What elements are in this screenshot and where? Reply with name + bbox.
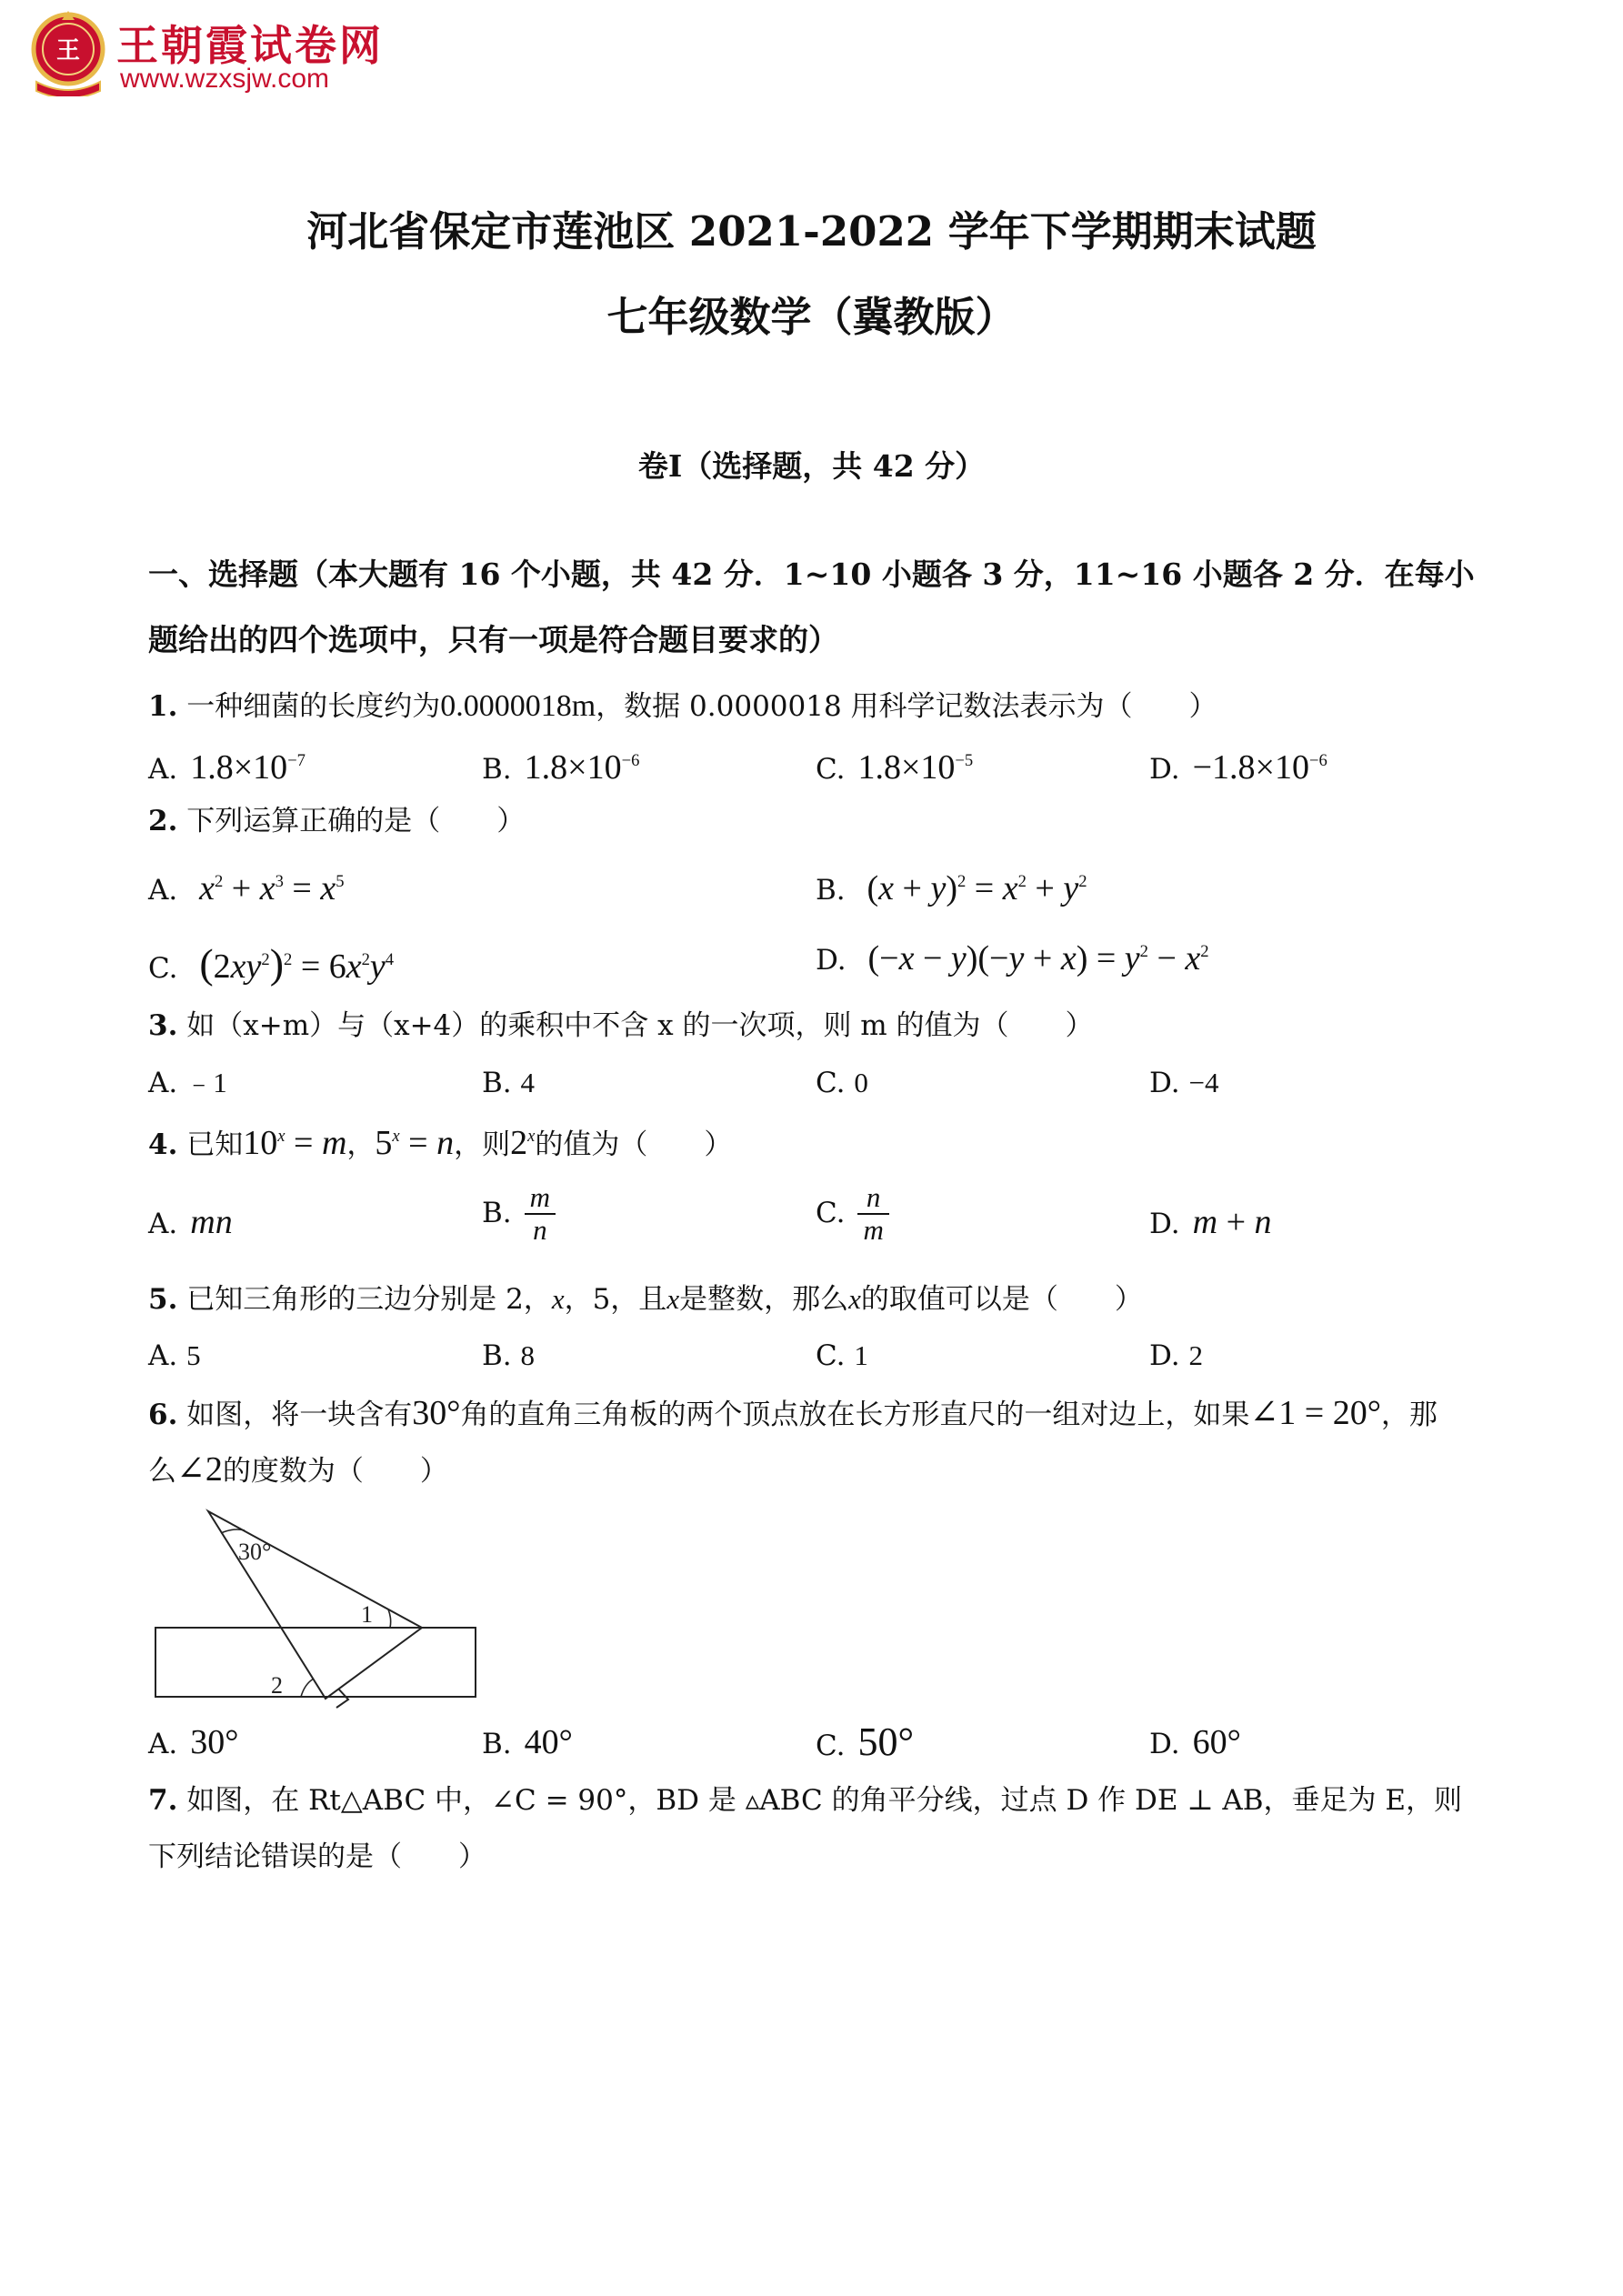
- q2-option-a[interactable]: A. $x^2 + x^3 = x^5$: [148, 869, 345, 907]
- q4-option-d[interactable]: D. m + n: [1149, 1203, 1272, 1241]
- right-angle-mark: [336, 1689, 348, 1708]
- q1-option-b[interactable]: B. $1.8\times 10^{-6}$: [482, 748, 640, 787]
- q6-option-c[interactable]: C. 50°: [816, 1719, 915, 1764]
- q3-option-a[interactable]: A. ﹣1: [148, 1067, 227, 1099]
- angle-2-label: 2: [271, 1672, 283, 1699]
- emblem-icon: [27, 11, 109, 96]
- brand-name: 王朝霞试卷网: [116, 21, 384, 70]
- question-number: 1.: [148, 690, 178, 723]
- section-intro-line2: 题给出的四个选项中，只有一项是符合题目要求的）: [148, 622, 838, 657]
- q1-option-c[interactable]: C. $1.8\times 10^{-5}$: [816, 748, 974, 787]
- angle-1-label: 1: [361, 1601, 373, 1628]
- site-logo: [27, 7, 436, 107]
- angle-1-arc: [388, 1609, 391, 1628]
- question-2-stem: 2. 下列运算正确的是（ ）: [148, 805, 526, 837]
- exam-subtitle: 七年级数学（冀教版）: [606, 293, 1017, 341]
- triangle-ruler-figure: [150, 1491, 486, 1709]
- q4-option-b[interactable]: B. $\frac{m}{n}$: [482, 1182, 556, 1246]
- q2-option-b[interactable]: B. $(x + y)^2 = x^2 + y^2$: [816, 869, 1087, 907]
- q4-option-c[interactable]: C. $\frac{n}{m}$: [816, 1182, 889, 1246]
- ruler-rectangle: [155, 1628, 476, 1697]
- angle-2-arc: [301, 1679, 314, 1697]
- brand-url: www.wzxsjw.com: [120, 64, 330, 94]
- question-6-stem-line1: 6. 如图，将一块含有30°角的直角三角板的两个顶点放在长方形直尺的一组对边上，如果∠1 = 20°，那: [148, 1394, 1438, 1432]
- q5-option-d[interactable]: D. 2: [1149, 1339, 1203, 1372]
- q3-option-d[interactable]: D. −4: [1149, 1067, 1219, 1099]
- q1-option-d[interactable]: D. $-1.8\times 10^{-6}$: [1149, 748, 1327, 787]
- question-1-stem: 1. 一种细菌的长度约为0.0000018m，数据 0.0000018 用科学记数法表示为（ ）: [148, 689, 1217, 723]
- q6-option-b[interactable]: B. 40°: [482, 1723, 573, 1761]
- section-title: 卷Ⅰ（选择题，共 42 分）: [637, 448, 986, 484]
- question-3-stem: 3. 如（x+m）与（x+4）的乘积中不含 x 的一次项，则 m 的值为（ ）: [148, 1009, 1094, 1042]
- q6-option-d[interactable]: D. 60°: [1149, 1723, 1241, 1761]
- section-intro-line1: 一、选择题（本大题有 16 个小题，共 42 分．1~10 小题各 3 分，11~16 小题各 2 分．在每小: [148, 556, 1475, 592]
- question-7-stem-line2: 下列结论错误的是（ ）: [148, 1840, 486, 1873]
- q2-option-d[interactable]: D. $(-x - y)(-y + x) = y^2 - x^2$: [816, 939, 1209, 978]
- q3-option-c[interactable]: C. 0: [816, 1067, 868, 1099]
- q1-option-a[interactable]: A. $1.8\times 10^{-7}$: [148, 748, 306, 787]
- exam-title: 河北省保定市莲池区 2021-2022 学年下学期期末试题: [306, 207, 1317, 256]
- q6-option-a[interactable]: A. 30°: [148, 1723, 239, 1761]
- q5-option-b[interactable]: B. 8: [482, 1339, 535, 1372]
- q5-option-c[interactable]: C. 1: [816, 1339, 868, 1372]
- question-7-stem-line1: 7. 如图，在 Rt△ABC 中，∠C = 90°，BD 是 ▵ABC 的角平分线，过点 D 作 DE ⊥ AB，垂足为 E，则: [148, 1784, 1462, 1817]
- q3-option-b[interactable]: B. 4: [482, 1067, 535, 1099]
- q2-option-c[interactable]: C. $(2xy^2)^2 = 6x^2y^4$: [148, 940, 395, 987]
- q5-option-a[interactable]: A. 5: [148, 1339, 201, 1372]
- question-5-stem: 5. 已知三角形的三边分别是 2，x，5，且x是整数，那么x的取值可以是（ ）: [148, 1283, 1143, 1316]
- question-4-stem: 4. 已知$10^x = m$，$5^x = n$，则2$^x$的值为（ ）: [148, 1124, 733, 1162]
- angle-30-arc: [221, 1529, 245, 1533]
- angle-30-label: 30°: [238, 1539, 272, 1565]
- svg-text:王: 王: [55, 37, 81, 65]
- question-6-stem-line2: 么∠2的度数为（ ）: [148, 1450, 448, 1489]
- q4-option-a[interactable]: A. mn: [148, 1203, 233, 1241]
